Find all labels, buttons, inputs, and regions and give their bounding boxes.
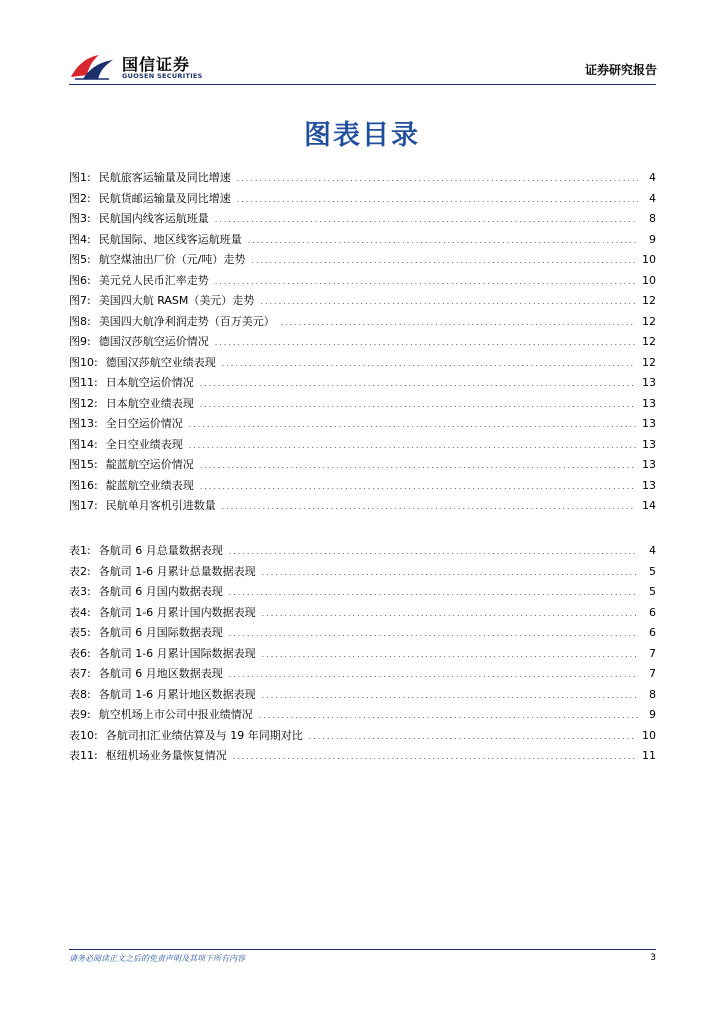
entry-page-number: 5 xyxy=(649,585,656,598)
entry-page-number: 5 xyxy=(649,564,656,578)
figure-index-entry[interactable] xyxy=(69,373,656,394)
dot-leader xyxy=(200,395,636,416)
entry-page-number: 12 xyxy=(642,335,656,348)
entry-label: 表3: xyxy=(69,585,91,598)
entry-page-number: 13 xyxy=(642,478,656,492)
dot-leader xyxy=(260,292,636,313)
entry-title: 全日空运价情况 xyxy=(105,417,183,430)
entry-label: 图16: xyxy=(69,478,98,492)
entry-label: 表1: xyxy=(69,544,91,557)
dot-leader xyxy=(229,624,638,645)
entry-label: 图11: xyxy=(69,376,98,389)
entry-page-number: 6 xyxy=(649,605,656,619)
entry-label: 图13: xyxy=(69,417,98,430)
entry-page-number: 13 xyxy=(642,396,656,410)
table-index-entry[interactable] xyxy=(69,664,656,685)
dot-leader xyxy=(229,665,638,686)
entry-label: 图14: xyxy=(69,437,98,451)
entry-title: 各航司扣汇业绩估算及与 19 年同期对比 xyxy=(105,728,303,742)
entry-label: 表11: xyxy=(69,749,98,762)
dot-leader xyxy=(189,415,636,436)
entry-title: 日本航空运价情况 xyxy=(105,376,194,389)
entry-title: 美元兑人民币汇率走势 xyxy=(98,273,209,287)
entry-label: 表7: xyxy=(69,667,91,680)
page-header xyxy=(69,48,657,84)
figure-index-entry[interactable] xyxy=(69,230,656,251)
entry-page-number: 10 xyxy=(642,728,656,742)
header-divider xyxy=(69,84,656,85)
entry-page-number: 4 xyxy=(649,171,656,184)
entry-page-number: 13 xyxy=(642,417,656,430)
dot-leader xyxy=(251,251,636,272)
entry-label: 图9: xyxy=(69,335,91,348)
entry-title: 民航国内线客运航班量 xyxy=(98,212,209,225)
entry-title: 各航司 6 月总量数据表现 xyxy=(98,544,223,557)
entry-label: 图12: xyxy=(69,396,98,410)
entry-title: 各航司 6 月国际数据表现 xyxy=(98,626,223,639)
dot-leader xyxy=(262,604,638,625)
figure-index-entry[interactable] xyxy=(69,209,656,230)
entry-title: 各航司 1-6 月累计国际数据表现 xyxy=(98,646,256,660)
table-index-entry[interactable] xyxy=(69,541,656,562)
entry-page-number: 10 xyxy=(642,253,656,266)
entry-label: 图17: xyxy=(69,499,98,512)
table-index-entry[interactable] xyxy=(69,644,656,665)
entry-page-number: 10 xyxy=(642,273,656,287)
entry-label: 图1: xyxy=(69,171,91,184)
entry-label: 图5: xyxy=(69,253,91,266)
entry-page-number: 8 xyxy=(649,687,656,701)
entry-title: 美国四大航净利润走势（百万美元） xyxy=(98,314,275,328)
dot-leader xyxy=(237,169,638,190)
table-index-entry[interactable] xyxy=(69,562,656,583)
entry-page-number: 9 xyxy=(649,232,656,246)
guosen-logo-icon xyxy=(69,51,117,81)
entry-page-number: 11 xyxy=(642,749,656,762)
table-index-entry[interactable] xyxy=(69,623,656,644)
figure-index-entry[interactable] xyxy=(69,332,656,353)
dot-leader xyxy=(200,374,636,395)
entry-title: 民航国际、地区线客运航班量 xyxy=(98,232,242,246)
table-index-list xyxy=(69,541,656,767)
figure-index-entry[interactable] xyxy=(69,168,656,189)
entry-title: 靛蓝航空业绩表现 xyxy=(105,478,194,492)
figure-index-entry[interactable] xyxy=(69,353,656,374)
entry-title: 枢纽机场业务量恢复情况 xyxy=(105,749,227,762)
entry-title: 航空机场上市公司中报业绩情况 xyxy=(98,708,253,721)
entry-label: 表10: xyxy=(69,728,98,742)
table-index-entry[interactable] xyxy=(69,746,656,767)
entry-label: 图6: xyxy=(69,273,91,287)
entry-page-number: 4 xyxy=(649,544,656,557)
report-type-label: 证券研究报告 xyxy=(584,63,657,77)
entry-page-number: 7 xyxy=(649,667,656,680)
figure-index-entry[interactable] xyxy=(69,455,656,476)
table-index-entry[interactable] xyxy=(69,603,656,624)
dot-leader xyxy=(200,477,636,498)
entry-label: 表2: xyxy=(69,564,91,578)
dot-leader xyxy=(259,706,638,727)
figure-index-entry[interactable] xyxy=(69,414,656,435)
figure-index-entry[interactable] xyxy=(69,189,656,210)
entry-page-number: 8 xyxy=(649,212,656,225)
entry-title: 日本航空业绩表现 xyxy=(105,396,194,410)
table-index-entry[interactable] xyxy=(69,726,656,747)
dot-leader xyxy=(222,497,636,518)
figure-index-entry[interactable] xyxy=(69,291,656,312)
dot-leader xyxy=(222,354,636,375)
entry-title: 航空煤油出厂价（元/吨）走势 xyxy=(98,253,246,266)
entry-label: 图4: xyxy=(69,232,91,246)
entry-title: 各航司 1-6 月累计国内数据表现 xyxy=(98,605,256,619)
entry-title: 民航货邮运输量及同比增速 xyxy=(98,191,231,205)
entry-page-number: 12 xyxy=(642,314,656,328)
dot-leader xyxy=(233,747,636,768)
figure-index-entry[interactable] xyxy=(69,312,656,333)
figure-index-entry[interactable] xyxy=(69,394,656,415)
entry-page-number: 12 xyxy=(642,294,656,307)
entry-label: 图7: xyxy=(69,294,91,307)
entry-page-number: 13 xyxy=(642,458,656,471)
entry-label: 图10: xyxy=(69,355,98,369)
entry-label: 图3: xyxy=(69,212,91,225)
dot-leader xyxy=(189,436,636,457)
figure-index-entry[interactable] xyxy=(69,250,656,271)
entry-label: 表9: xyxy=(69,708,91,721)
entry-title: 各航司 1-6 月累计地区数据表现 xyxy=(98,687,256,701)
entry-label: 图15: xyxy=(69,458,98,471)
dot-leader xyxy=(215,333,636,354)
dot-leader xyxy=(248,231,638,252)
entry-title: 美国四大航 RASM（美元）走势 xyxy=(98,294,255,307)
brand-name-english: GUOSEN SECURITIES xyxy=(122,72,203,80)
dot-leader xyxy=(215,210,638,231)
table-index-entry[interactable] xyxy=(69,705,656,726)
figure-index-entry[interactable] xyxy=(69,435,656,456)
entry-title: 德国汉莎航空运价情况 xyxy=(98,335,209,348)
table-index-entry[interactable] xyxy=(69,685,656,706)
entry-label: 表4: xyxy=(69,605,91,619)
entry-title: 各航司 1-6 月累计总量数据表现 xyxy=(98,564,256,578)
dot-leader xyxy=(281,313,636,334)
entry-title: 各航司 6 月地区数据表现 xyxy=(98,667,223,680)
figure-index-list xyxy=(69,168,656,517)
entry-page-number: 12 xyxy=(642,355,656,369)
figure-index-entry[interactable] xyxy=(69,476,656,497)
footer-disclaimer: 请务必阅读正文之后的免责声明及其项下所有内容 xyxy=(69,954,245,963)
figure-index-entry[interactable] xyxy=(69,271,656,292)
dot-leader xyxy=(309,727,636,748)
entry-title: 全日空业绩表现 xyxy=(105,437,183,451)
entry-page-number: 6 xyxy=(649,626,656,639)
entry-page-number: 13 xyxy=(642,376,656,389)
brand-name: 国信证券 xyxy=(122,55,191,74)
entry-title: 各航司 6 月国内数据表现 xyxy=(98,585,223,598)
dot-leader xyxy=(215,272,636,293)
entry-label: 表8: xyxy=(69,687,91,701)
page-number: 3 xyxy=(650,953,656,963)
entry-title: 民航单月客机引进数量 xyxy=(105,499,216,512)
entry-label: 表6: xyxy=(69,646,91,660)
entry-page-number: 4 xyxy=(649,191,656,205)
entry-page-number: 7 xyxy=(649,646,656,660)
figure-index-entry[interactable] xyxy=(69,496,656,517)
entry-page-number: 9 xyxy=(649,708,656,721)
entry-label: 图2: xyxy=(69,191,91,205)
dot-leader xyxy=(229,542,638,563)
entry-page-number: 14 xyxy=(642,499,656,512)
entry-title: 民航旅客运输量及同比增速 xyxy=(98,171,231,184)
entry-page-number: 13 xyxy=(642,437,656,451)
page-title: 图表目录 xyxy=(304,120,420,151)
entry-label: 图8: xyxy=(69,314,91,328)
entry-label: 表5: xyxy=(69,626,91,639)
entry-title: 靛蓝航空运价情况 xyxy=(105,458,194,471)
dot-leader xyxy=(237,190,638,211)
dot-leader xyxy=(229,583,638,604)
footer-divider xyxy=(69,949,656,950)
table-index-entry[interactable] xyxy=(69,582,656,603)
entry-title: 德国汉莎航空业绩表现 xyxy=(105,355,216,369)
dot-leader xyxy=(262,645,638,666)
dot-leader xyxy=(200,456,636,477)
dot-leader xyxy=(262,563,638,584)
dot-leader xyxy=(262,686,638,707)
